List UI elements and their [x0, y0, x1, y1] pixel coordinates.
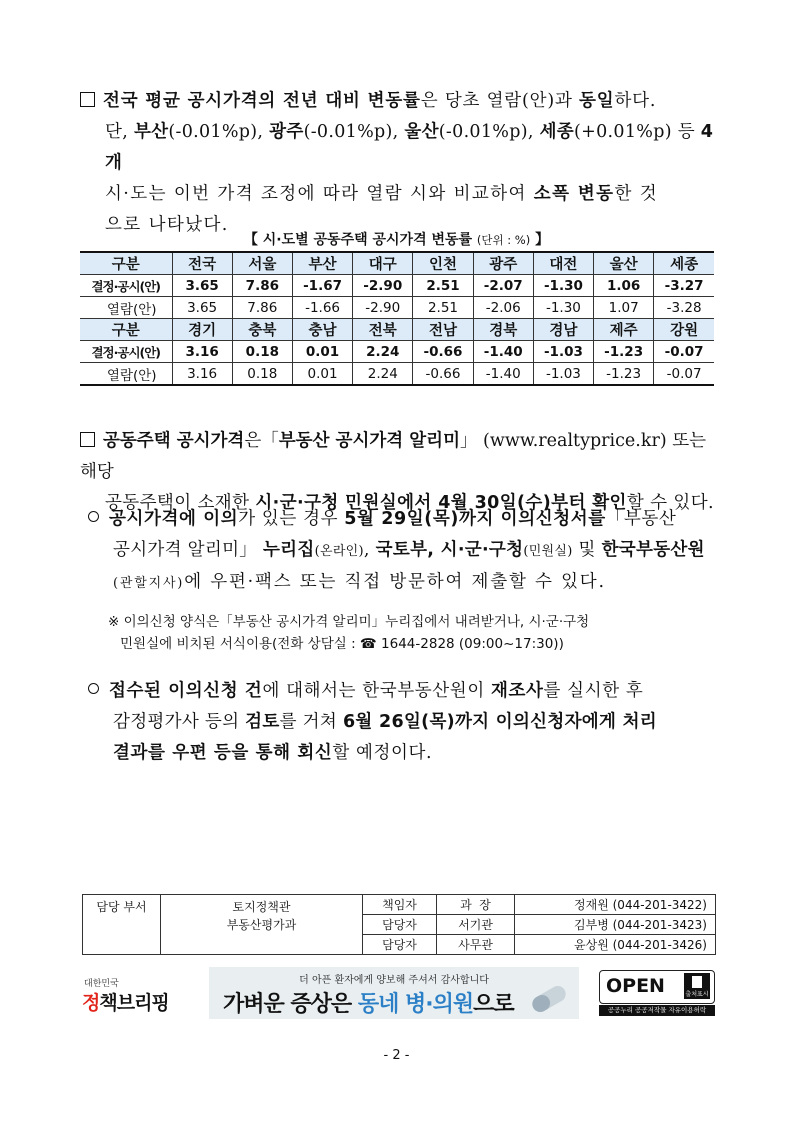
- rate-cell: 울산: [594, 252, 654, 275]
- rate-cell: 강원: [654, 319, 714, 341]
- contact-role: 담당자: [363, 935, 437, 955]
- rate-cell: 3.16: [172, 341, 232, 363]
- rate-cell: -1.03: [533, 341, 593, 363]
- rate-cell: 광주: [473, 252, 533, 275]
- text-run: 「부동산: [605, 509, 677, 529]
- contact-name: 윤상원 (044-201-3426): [515, 935, 716, 955]
- dept-name-2: 부동산평가과: [226, 918, 297, 932]
- table-caption: [0, 229, 793, 249]
- rate-row-label: 구분: [80, 252, 172, 275]
- banner-prefix: 가벼운 증상은: [223, 992, 358, 1017]
- para2-line1: [80, 426, 720, 488]
- rate-cell: -1.30: [533, 297, 593, 319]
- open-text: OPEN: [606, 975, 665, 997]
- rate-cell: -2.07: [473, 275, 533, 297]
- rate-row-draft: [80, 363, 714, 386]
- rate-cell: -3.27: [654, 275, 714, 297]
- rate-cell: 2.24: [353, 341, 413, 363]
- rate-cell: 7.86: [232, 297, 292, 319]
- rate-row-label: 결정·공시(안): [80, 341, 172, 363]
- rate-cell: 7.86: [232, 275, 292, 297]
- text-run: 공동주택이 소재한: [105, 493, 256, 513]
- bold-text: 부동산 공시가격 알리미: [278, 431, 460, 451]
- note-line2: 민원실에 비치된 서식이용(전화 상담실 : ☎ 1644-2828 (09:00~17:30)): [120, 636, 564, 652]
- rate-cell: 0.18: [232, 363, 292, 386]
- text-run: (-0.01%p),: [303, 122, 405, 142]
- bold-text: 국토부, 시·군·구청: [375, 540, 524, 560]
- rate-row-label: 결정·공시(안): [80, 275, 172, 297]
- checkbox-bullet-icon: [80, 92, 95, 107]
- contact-name: 정재원 (044-201-3422): [515, 895, 716, 915]
- rate-cell: -1.23: [594, 363, 654, 386]
- bold-text: 공동주택 공시가격: [103, 431, 245, 451]
- open-badge-text: 출처표시: [685, 991, 709, 998]
- text-run: 하다.: [614, 91, 657, 111]
- rate-cell: -2.90: [353, 297, 413, 319]
- para4-line2: [88, 707, 720, 738]
- rate-cell: -1.40: [473, 363, 533, 386]
- text-run: 할 수 있다.: [626, 493, 714, 513]
- rate-cell: -0.66: [413, 363, 473, 386]
- rate-cell: -1.67: [292, 275, 352, 297]
- text-run: (-0.01%p),: [438, 122, 540, 142]
- bold-text: 공시가격에 이의: [109, 509, 239, 529]
- objection-note: [108, 611, 718, 655]
- rate-row-final: [80, 275, 714, 297]
- kogl-open-badge[interactable]: [599, 970, 715, 1016]
- note-line1: ※ 이의신청 양식은「부동산 공시가격 알리미」누리집에서 내려받거나, 시·군·구청: [108, 614, 590, 630]
- small-text: (민원실): [523, 544, 573, 559]
- circle-bullet-icon: [88, 511, 99, 522]
- rate-cell: 2.51: [413, 297, 473, 319]
- pills-icon: [525, 973, 575, 1017]
- text-run: 를 거쳐: [279, 712, 343, 732]
- rate-cell: -0.07: [654, 363, 714, 386]
- bold-text: 부산: [133, 122, 169, 142]
- text-run: (+0.01%p) 등: [574, 122, 701, 142]
- text-run: ,: [363, 540, 376, 560]
- text-run: 가 있는 경우: [238, 509, 345, 529]
- para1-line3: [80, 179, 720, 210]
- checkbox-bullet-icon: [80, 432, 95, 447]
- banner-main-text: [223, 987, 514, 1018]
- open-frame: [599, 970, 715, 1004]
- bold-text: 전국 평균 공시가격의 전년 대비 변동률: [103, 91, 421, 111]
- rate-cell: 3.65: [172, 297, 232, 319]
- contact-title: 과 장: [437, 895, 515, 915]
- banner-small-text: 더 아픈 환자에게 양보해 주셔서 감사합니다: [299, 975, 489, 986]
- rate-cell: 0.18: [232, 341, 292, 363]
- open-caption: 공공누리 공공저작물 자유이용허락: [599, 1005, 715, 1016]
- text-run: 감정평가사 등의: [113, 712, 246, 732]
- text-run: 시·도는 이번 가격 조정에 따라 열람 시와 비교하여: [105, 184, 534, 204]
- para3-line3: [88, 567, 720, 599]
- logo-rest: 책브리핑: [99, 992, 169, 1014]
- rate-cell: -1.03: [533, 363, 593, 386]
- rate-row-final: [80, 341, 714, 363]
- bold-text: 소폭 변동: [533, 184, 615, 204]
- dept-name-1: 토지정책관: [232, 900, 291, 914]
- text-run: 단,: [105, 122, 134, 142]
- contact-role: 담당자: [363, 915, 437, 935]
- dept-label: 담당 부서: [83, 895, 161, 955]
- rate-cell: -0.66: [413, 341, 473, 363]
- text-run: 를 실시한 후: [543, 681, 644, 701]
- small-text: (관할지사): [113, 576, 185, 591]
- rate-row-label: 열람(안): [80, 363, 172, 386]
- bold-text: 울산: [404, 122, 439, 142]
- rate-cell: 2.51: [413, 275, 473, 297]
- rate-cell: 1.07: [594, 297, 654, 319]
- rate-cell: 2.24: [353, 363, 413, 386]
- bold-text: 세종: [539, 122, 575, 142]
- bold-text: 누리집: [262, 540, 315, 560]
- circle-bullet-icon: [88, 683, 99, 694]
- text-run: 」 (www.realtyprice.kr) 또는 해당: [80, 431, 707, 482]
- text-run: 에 대해서는 한국부동산원이: [262, 681, 491, 701]
- text-run: 은 당초 열람(안)과: [420, 91, 580, 111]
- caption-unit: (단위 : %): [476, 233, 531, 247]
- text-run: (-0.01%p),: [168, 122, 270, 142]
- paragraph-objection: [88, 504, 720, 599]
- paragraph-change-rate: [80, 86, 720, 241]
- logo-red-part: 정: [82, 992, 100, 1014]
- rate-cell: -1.40: [473, 341, 533, 363]
- bold-text: 5월 29일(목)까지 이의신청서를: [344, 509, 606, 529]
- rate-cell: -2.06: [473, 297, 533, 319]
- rate-cell: 부산: [292, 252, 352, 275]
- contact-title: 사무관: [437, 935, 515, 955]
- rate-cell: 3.16: [172, 363, 232, 386]
- campaign-banner[interactable]: [209, 967, 579, 1019]
- bold-text: 한국부동산원: [601, 540, 705, 560]
- paragraph-review: [88, 676, 720, 769]
- rate-row-header: [80, 319, 714, 341]
- para3-line1: [88, 504, 720, 535]
- rate-cell: 1.06: [594, 275, 654, 297]
- contact-title: 서기관: [437, 915, 515, 935]
- bold-text: 4개: [105, 122, 714, 173]
- small-text: (온라인): [314, 544, 364, 559]
- rate-row-label: 구분: [80, 319, 172, 341]
- bold-text: 동일: [579, 91, 615, 111]
- rate-cell: 경기: [172, 319, 232, 341]
- bold-text: 6월 26일(목)까지 이의신청자에게 처리: [342, 712, 658, 732]
- text-run: 은「: [244, 431, 279, 451]
- bold-text: 결과를 우편 등을 통해 회신: [113, 743, 333, 763]
- banner-highlight: 동네 병·의원: [357, 992, 474, 1017]
- para3-line2: [88, 535, 720, 567]
- para1-line1: [80, 86, 720, 117]
- rate-cell: 0.01: [292, 363, 352, 386]
- rate-cell: -1.30: [533, 275, 593, 297]
- person-icon: [692, 976, 702, 988]
- bold-text: 시·군·구청 민원실에서 4월 30일(수)부터 확인: [255, 493, 627, 513]
- caption-title: 【 시·도별 공동주택 공시가격 변동률: [243, 232, 477, 248]
- rate-cell: -2.90: [353, 275, 413, 297]
- rate-cell: -1.23: [594, 341, 654, 363]
- bold-text: 접수된 이의신청 건: [109, 681, 263, 701]
- text-run: 으로 나타났다.: [105, 215, 229, 235]
- rate-cell: 충남: [292, 319, 352, 341]
- rate-cell: 제주: [594, 319, 654, 341]
- bold-text: 광주: [269, 122, 304, 142]
- text-run: 및: [572, 540, 602, 560]
- text-run: 에 우편·팩스 또는 직접 방문하여 제출할 수 있다.: [184, 572, 606, 592]
- dept-name: [161, 895, 363, 955]
- para4-line1: [88, 676, 720, 707]
- rate-cell: -0.07: [654, 341, 714, 363]
- rate-cell: 경북: [473, 319, 533, 341]
- rate-row-draft: [80, 297, 714, 319]
- rate-cell: 대구: [353, 252, 413, 275]
- page-number: - 2 -: [383, 1048, 410, 1063]
- bold-text: 재조사: [491, 681, 544, 701]
- logo-big-text: [82, 988, 182, 1015]
- para1-line2: [80, 117, 720, 179]
- rate-cell: 0.01: [292, 341, 352, 363]
- rate-cell: 세종: [654, 252, 714, 275]
- para4-line3: [88, 738, 720, 769]
- rate-cell: 3.65: [172, 275, 232, 297]
- banner-suffix: 으로: [473, 992, 514, 1017]
- rate-cell: 대전: [533, 252, 593, 275]
- rate-cell: 경남: [533, 319, 593, 341]
- text-run: 할 예정이다.: [332, 743, 433, 763]
- rate-cell: 전북: [353, 319, 413, 341]
- rate-row-header: [80, 252, 714, 275]
- contact-name: 김부병 (044-201-3423): [515, 915, 716, 935]
- rate-cell: 서울: [232, 252, 292, 275]
- rate-table: [80, 251, 714, 386]
- text-run: 한 것: [614, 184, 659, 204]
- contact-table: [82, 894, 716, 955]
- rate-cell: 전국: [172, 252, 232, 275]
- text-run: 공시가격 알리미」: [113, 540, 263, 560]
- caption-close: 】: [530, 232, 550, 248]
- rate-cell: -1.66: [292, 297, 352, 319]
- contact-role: 책임자: [363, 895, 437, 915]
- policy-briefing-logo[interactable]: [82, 966, 182, 1020]
- rate-cell: 전남: [413, 319, 473, 341]
- logo-small-text: 대한민국: [84, 979, 119, 989]
- bold-text: 검토: [245, 712, 280, 732]
- rate-row-label: 열람(안): [80, 297, 172, 319]
- rate-cell: 충북: [232, 319, 292, 341]
- rate-cell: -3.28: [654, 297, 714, 319]
- rate-cell: 인천: [413, 252, 473, 275]
- attribution-icon: [684, 973, 710, 999]
